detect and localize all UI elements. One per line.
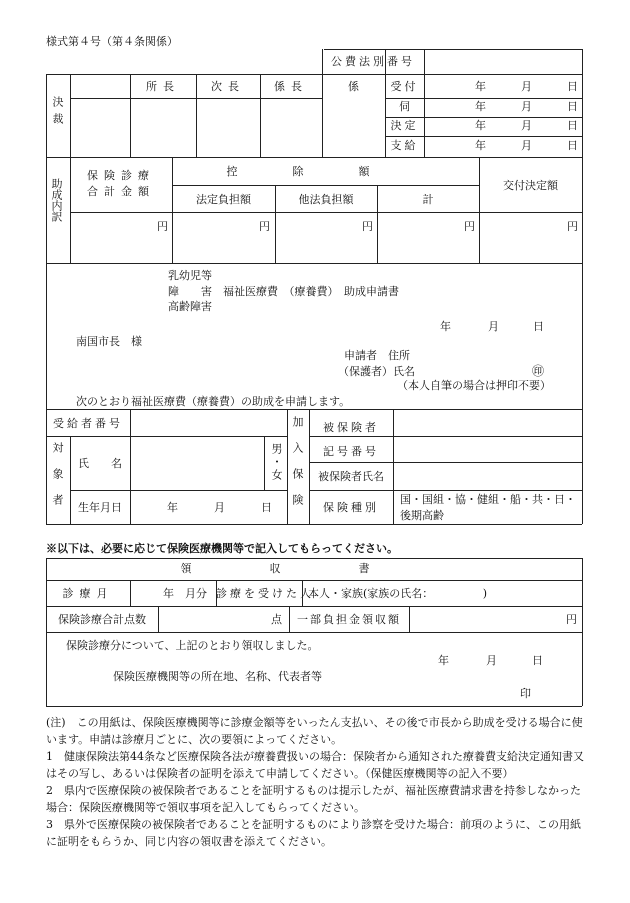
- patient-label: 診療を受けた人: [216, 587, 314, 600]
- insured-name-label: 被保険者氏名: [318, 470, 384, 483]
- legal-burden-label: 法定負担額: [196, 193, 251, 206]
- recipient-no-label: 受給者番号: [53, 417, 123, 430]
- subject-label: 対象者: [51, 442, 64, 520]
- seal-note: （本人自筆の場合は押印不要）: [397, 379, 551, 392]
- total-label-line2: 合計金額: [87, 185, 155, 198]
- application-title: 障 害 福祉医療費 （療養費） 助成申請書: [168, 285, 399, 298]
- total-label-line1: 保険診療: [87, 169, 155, 182]
- patient-value: 本人・家族(家族の氏名： ): [308, 587, 488, 600]
- type-elderly: 高齢障害: [168, 300, 212, 313]
- type-infant: 乳幼児等: [168, 269, 212, 282]
- yen-sum: 円: [464, 220, 475, 233]
- yen-legal: 円: [259, 220, 270, 233]
- month-label: 診療月: [62, 587, 114, 600]
- note-1: 1 健康保険法第44条など医療保険各法が療養費扱いの場合：保険者から通知された療養費支給決定通知書又はその写し、あるいは保険者の証明を添えて申請してください。（保健医療機関等の記入不要）: [46, 750, 584, 780]
- seal-mark: ㊞: [532, 364, 545, 378]
- insured-label-1: 被保険者: [323, 421, 379, 434]
- app-date-month: 月: [488, 320, 499, 333]
- date-day: 日: [567, 119, 578, 132]
- yen-grant: 円: [567, 220, 578, 233]
- status-inquiry: 伺: [399, 100, 410, 113]
- note-intro: (注) この用紙は、保険医療機関等に診療金額等をいったん支払い、その後で市長から助成を受ける場合に使います。申請は診療月ごとに、次の要領によってください。: [46, 716, 583, 746]
- role-chief: 係長: [274, 80, 308, 93]
- grant-label: 交付決定額: [503, 179, 558, 192]
- dob-day: 日: [261, 501, 272, 514]
- date-year: 年: [475, 100, 486, 113]
- name-label: 氏 名: [78, 457, 122, 470]
- date-year: 年: [475, 80, 486, 93]
- status-decision: 決定: [390, 119, 419, 132]
- yen-total: 円: [157, 220, 168, 233]
- date-day: 日: [567, 139, 578, 152]
- sex-label: 男・女: [270, 443, 283, 482]
- insurance-label: 加入保険: [291, 416, 304, 520]
- role-staff: 係: [348, 80, 359, 93]
- institution-label: 保険医療機関等の所在地、名称、代表者等: [113, 670, 322, 683]
- app-date-day: 日: [533, 320, 544, 333]
- receipt-notice: ※以下は、必要に応じて保険医療機関等で記入してもらってください。: [46, 542, 398, 555]
- date-month: 月: [521, 100, 532, 113]
- date-day: 日: [567, 100, 578, 113]
- received-text: 保険診療分について、上記のとおり領収しました。: [66, 639, 319, 652]
- date-month: 月: [521, 139, 532, 152]
- receipt-date-day: 日: [532, 654, 543, 667]
- dob-label: 生年月日: [78, 501, 122, 514]
- form-label: 様式第４号（第４条関係）: [46, 35, 178, 48]
- receipt-date-year: 年: [438, 654, 449, 667]
- applicant-address-label: 申請者 住所: [344, 349, 410, 362]
- insurance-options-1: 国・国組・協・健組・船・共・日・: [400, 493, 576, 506]
- subsidy-side-label: 助成内訳: [50, 178, 63, 222]
- copay-unit: 円: [566, 613, 577, 626]
- points-unit: 点: [271, 613, 282, 626]
- app-date-year: 年: [440, 320, 451, 333]
- dob-month: 月: [214, 501, 225, 514]
- receipt-date-month: 月: [486, 654, 497, 667]
- yen-other: 円: [362, 220, 373, 233]
- copay-label: 一部負担金領収額: [297, 613, 401, 626]
- status-receipt: 受付: [390, 80, 419, 93]
- role-director: 所長: [146, 80, 180, 93]
- receipt-seal: 印: [520, 687, 531, 700]
- year-month: 年 月分: [163, 587, 207, 600]
- request-text: 次のとおり福祉医療費（療養費）の助成を申請します。: [76, 395, 351, 408]
- date-year: 年: [475, 139, 486, 152]
- office-number-label: 公費法別番号: [331, 55, 415, 68]
- date-month: 月: [521, 80, 532, 93]
- role-deputy: 次長: [211, 80, 245, 93]
- insurance-type-label: 保険種別: [323, 501, 379, 514]
- decision-label: 決裁: [51, 96, 64, 130]
- date-month: 月: [521, 119, 532, 132]
- date-day: 日: [567, 80, 578, 93]
- dob-year: 年: [167, 501, 178, 514]
- applicant-name-label: （保護者）氏名: [338, 365, 415, 378]
- points-label: 保険診療合計点数: [58, 613, 146, 626]
- insured-label-2: 記号番号: [323, 445, 379, 458]
- date-year: 年: [475, 119, 486, 132]
- sum-label: 計: [422, 193, 434, 206]
- note-2: 2 県内で医療保険の被保険者であることを証明するものは提示したが、福祉医療費請求書を持参しなかった場合：保険医療機関等で領収事項を記入してもらってください。: [46, 784, 581, 814]
- note-3: 3 県外で医療保険の被保険者であることを証明するものにより診察を受けた場合：前項のように、この用紙に証明をもらうか、同じ内容の領収書を添えてください。: [46, 818, 581, 848]
- status-payment: 支給: [390, 139, 419, 152]
- other-burden-label: 他法負担額: [298, 193, 354, 206]
- receipt-title: 領収書: [180, 562, 448, 575]
- deduction-label: 控除額: [226, 165, 425, 178]
- addressee: 南国市長 様: [76, 335, 142, 348]
- insurance-options-2: 後期高齢: [400, 509, 444, 522]
